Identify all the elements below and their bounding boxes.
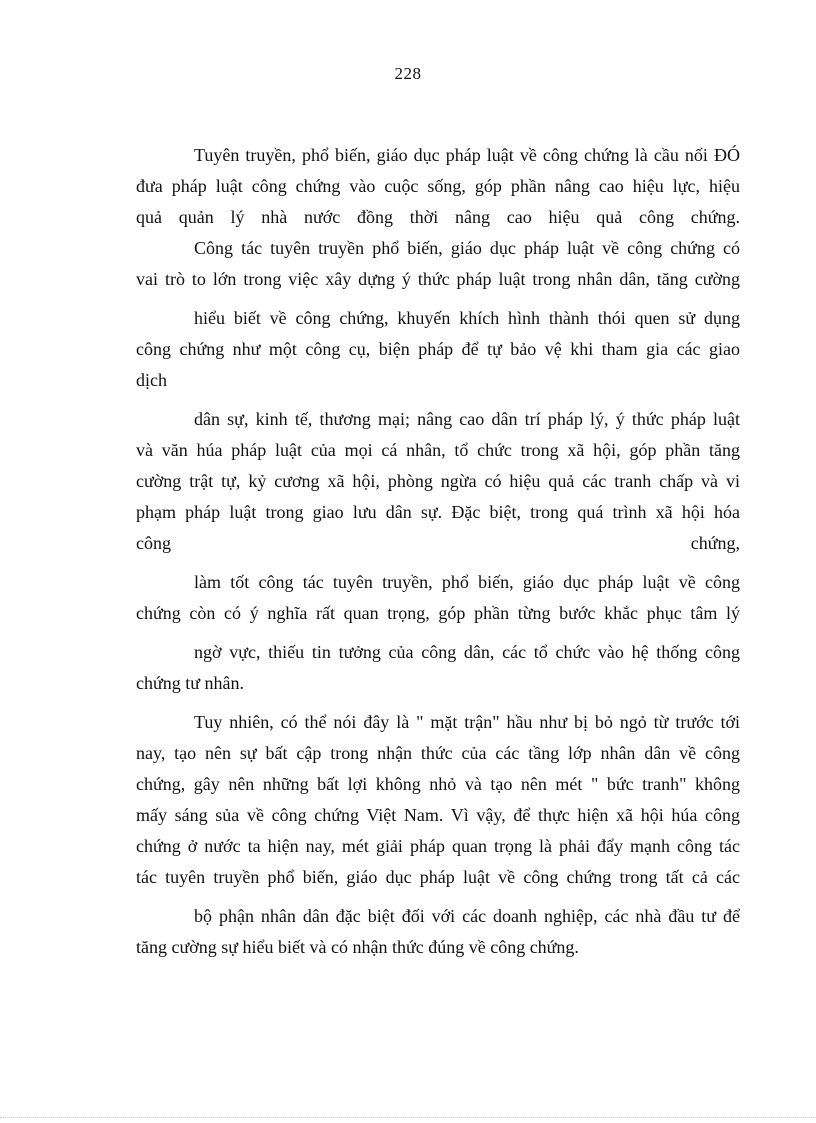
text-line: tăng cường sự hiểu biết và có nhận thức đúng về công chứng.: [136, 937, 579, 957]
body-text: [136, 140, 740, 963]
text-line: đưa pháp luật công chứng vào cuộc sống, góp phần nâng cao hiệu lực, hiệu: [136, 176, 740, 196]
text-line-split: [136, 528, 740, 559]
text-line: chứng tư nhân.: [136, 673, 244, 693]
text-line: quả quản lý nhà nước đồng thời nâng cao hiệu quả công chứng.: [136, 207, 740, 227]
text-line: công chứng như một công cụ, biện pháp để tự bảo vệ khi tham gia các giao: [136, 339, 740, 359]
text-line: nay, tạo nên sự bất cập trong nhận thức của các tầng lớp nhân dân về công: [136, 743, 740, 763]
text-line: phạm pháp luật trong giao lưu dân sự. Đặc biệt, trong quá trình xã hội hóa: [136, 502, 740, 522]
text-line: dịch: [136, 370, 167, 390]
text-line: dân sự, kinh tế, thương mại; nâng cao dân trí pháp lý, ý thức pháp luật: [194, 409, 740, 429]
text-line: cường trật tự, kỷ cương xã hội, phòng ngừa có hiệu quả các tranh chấp và vi: [136, 471, 740, 491]
text-line: Tuy nhiên, có thể nói đây là " mặt trận" hầu như bị bỏ ngỏ từ trước tới: [194, 712, 740, 732]
page-number: 228: [394, 64, 422, 83]
bottom-dotted-rule: [0, 1117, 816, 1118]
text-line: mấy sáng sủa về công chứng Việt Nam. Vì vậy, để thực hiện xã hội húa công: [136, 805, 740, 825]
text-line: chứng còn có ý nghĩa rất quan trọng, góp phần từng bước khắc phục tâm lý: [136, 603, 740, 623]
text-line: tác tuyên truyền phổ biến, giáo dục pháp luật về công chứng trong tất cả các: [136, 867, 740, 887]
text-line: bộ phận nhân dân đặc biệt đối với các doanh nghiệp, các nhà đầu tư để: [194, 906, 740, 926]
text-fragment: công: [136, 533, 171, 553]
text-line: vai trò to lớn trong việc xây dựng ý thức pháp luật trong nhân dân, tăng cường: [136, 269, 740, 289]
text-line: làm tốt công tác tuyên truyền, phổ biến, giáo dục pháp luật về công: [194, 572, 740, 592]
text-line: Tuyên truyền, phổ biến, giáo dục pháp luật về công chứng là cầu nối ĐÓ: [194, 145, 740, 165]
text-line: ngờ vực, thiếu tin tưởng của công dân, các tổ chức vào hệ thống công: [194, 642, 740, 662]
text-fragment: chứng,: [690, 533, 740, 553]
text-line: chứng ở nước ta hiện nay, mét giải pháp quan trọng là phải đẩy mạnh công tác: [136, 836, 740, 856]
text-line: và văn húa pháp luật của mọi cá nhân, tổ chức trong xã hội, góp phần tăng: [136, 440, 740, 460]
text-line: hiểu biết về công chứng, khuyến khích hình thành thói quen sử dụng: [194, 308, 740, 328]
text-line: Công tác tuyên truyền phổ biến, giáo dục pháp luật về công chứng có: [194, 238, 740, 258]
text-line: chứng, gây nên những bất lợi không nhỏ và tạo nên mét " bức tranh" không: [136, 774, 740, 794]
